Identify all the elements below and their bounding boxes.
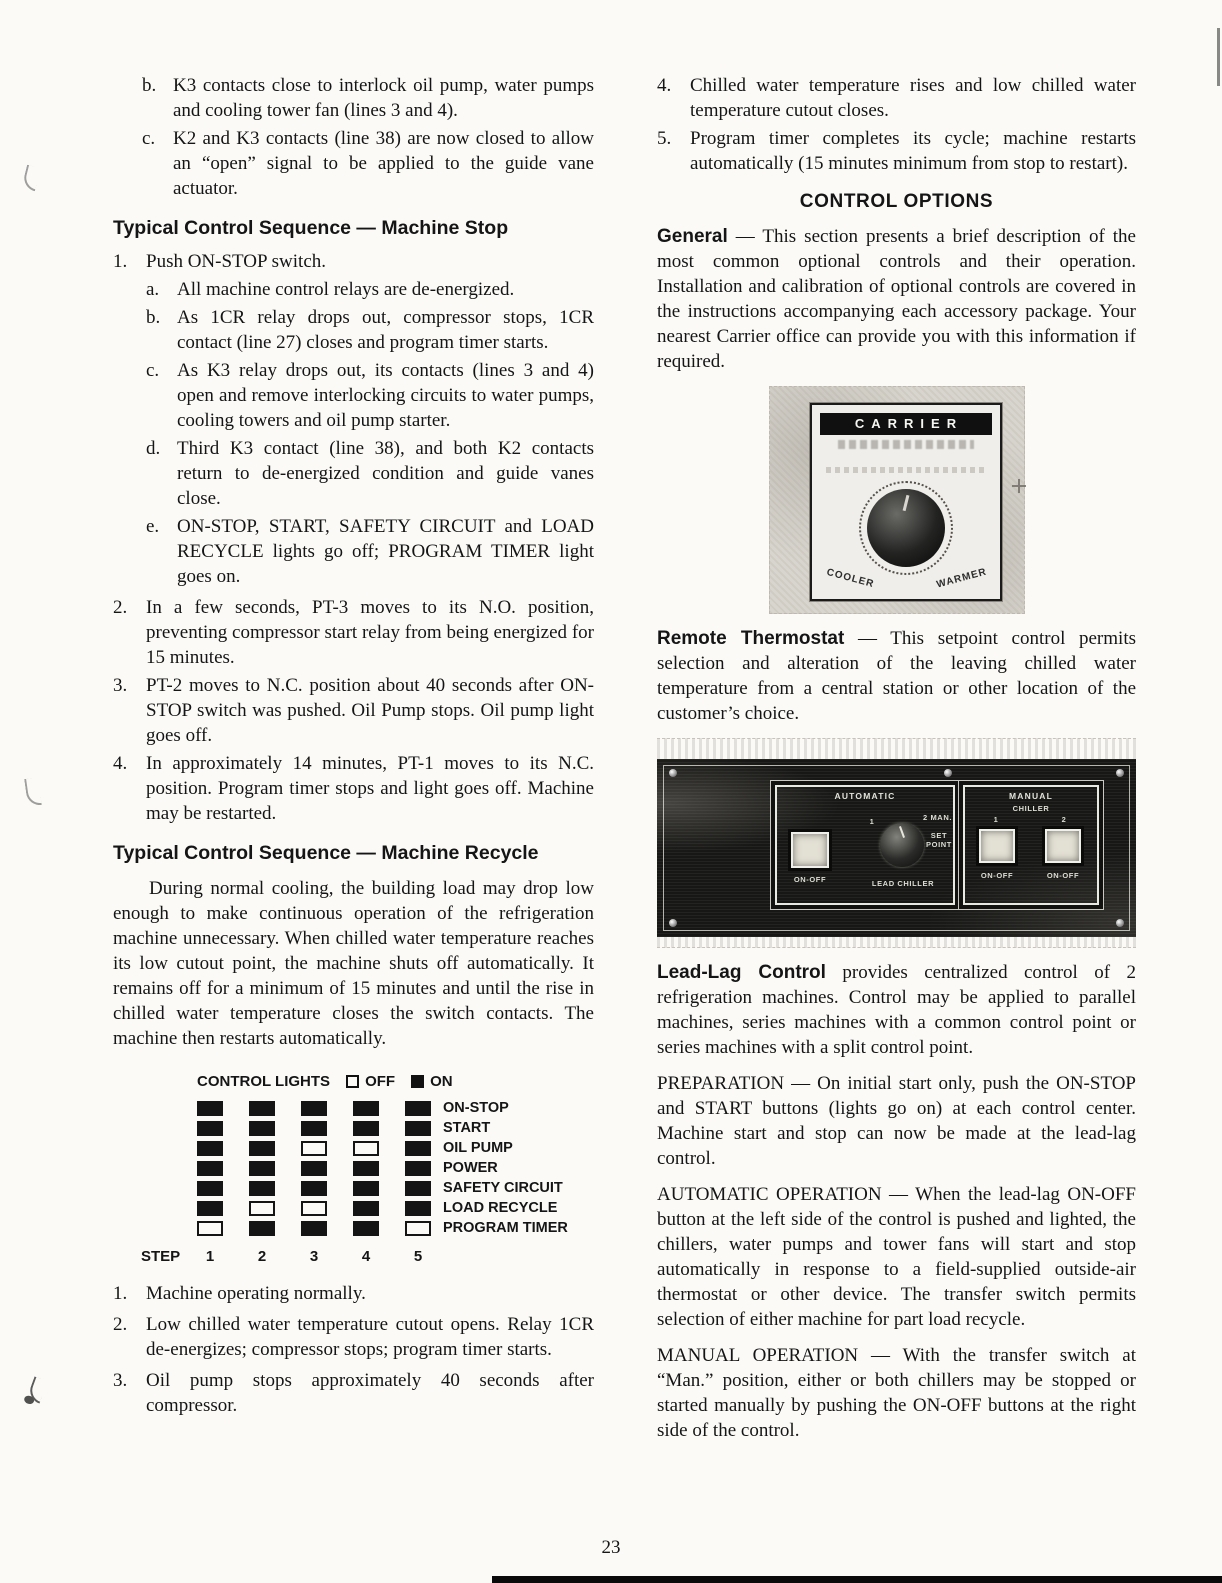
chiller-label: CHILLER — [1012, 804, 1050, 813]
list-item — [142, 73, 594, 123]
light-on-cell — [249, 1141, 275, 1156]
crosshair-mark — [1012, 479, 1026, 493]
light-off-cell — [353, 1141, 379, 1156]
scan-edge-artifact — [1217, 28, 1220, 86]
automatic-section — [775, 785, 955, 905]
machine-stop-list — [113, 249, 594, 826]
list-item — [657, 73, 1136, 123]
photo-background — [769, 386, 1025, 614]
light-on-cell — [301, 1101, 327, 1116]
list-item — [113, 673, 594, 748]
carrier-logo: CARRIER — [820, 413, 992, 435]
off-square-icon — [346, 1075, 359, 1088]
set-point-label — [923, 831, 955, 849]
light-on-cell — [249, 1121, 275, 1136]
item-label: e. — [146, 516, 160, 537]
paragraph-manual-operation: MANUAL OPERATION — With the transfer switch at “Man.” position, either or both chillers may be stopped or started manually by pushing the ON-OFF buttons at the right side of the control. — [657, 1345, 1136, 1441]
lead-lag-on-off-light — [791, 832, 829, 868]
light-on-cell — [353, 1221, 379, 1236]
list-item — [113, 1368, 594, 1418]
legend-off-label: OFF — [365, 1073, 396, 1090]
light-row-label: ON-STOP — [443, 1100, 509, 1116]
intro-list — [142, 73, 594, 201]
item-text: ON-STOP, START, SAFETY CIRCUIT and LOAD RECYCLE lights go off; PROGRAM TIMER light goes on. — [177, 516, 594, 587]
blurred-text-line — [838, 440, 974, 449]
warmer-label: WARMER — [935, 566, 989, 591]
light-on-cell — [197, 1181, 223, 1196]
list-item — [113, 1312, 594, 1362]
right-column — [657, 70, 1136, 1454]
item-text: K2 and K3 contacts (line 38) are now closed to allow an “open” signal to be applied to the guide vane actuator. — [173, 128, 594, 199]
section-heading-control-options: CONTROL OPTIONS — [799, 191, 994, 212]
item-label: 5. — [657, 128, 672, 149]
screw-icon — [1116, 919, 1124, 927]
light-on-cell — [197, 1121, 223, 1136]
list-item — [657, 126, 1136, 176]
step-number: 5 — [413, 1248, 423, 1265]
item-label: 1. — [113, 1283, 128, 1304]
scan-edge-artifact — [492, 1576, 1222, 1583]
screw-icon — [669, 919, 677, 927]
paragraph-lead: Lead-Lag Control — [657, 962, 826, 983]
paragraph-text: — This setpoint control permits selection and alteration of the leaving chilled water temperature from a central station or other location of the customer’s choice. — [657, 628, 1136, 724]
light-on-cell — [405, 1201, 431, 1216]
item-label: d. — [146, 438, 161, 459]
item-label: 2. — [113, 1314, 128, 1335]
lead-chiller-label: LEAD CHILLER — [871, 879, 935, 888]
step-number: 3 — [309, 1248, 319, 1265]
item-label: 2. — [113, 597, 128, 618]
on-off-label: ON-OFF — [980, 871, 1014, 880]
automatic-label: AUTOMATIC — [834, 791, 896, 801]
item-body — [146, 249, 594, 592]
light-row-label: LOAD RECYCLE — [443, 1200, 558, 1216]
scan-artifact-mark — [21, 165, 40, 192]
item-label: 3. — [113, 675, 128, 696]
step-number: 4 — [361, 1248, 371, 1265]
item-text: All machine control relays are de-energized. — [177, 279, 515, 300]
control-lights-body — [141, 1098, 594, 1238]
light-row-label: PROGRAM TIMER — [443, 1220, 568, 1236]
list-item — [113, 249, 594, 592]
legend-on-label: ON — [430, 1073, 453, 1090]
control-lights-title: CONTROL LIGHTS — [197, 1073, 331, 1090]
list-item — [142, 126, 594, 201]
item-text: PT-2 moves to N.C. position about 40 seconds after ON-STOP switch was pushed. Oil Pump stops. Oil pump light goes off. — [146, 675, 594, 746]
paragraph-text: — This section presents a brief description of the most common optional controls and their operation. Installation and calibration of optional controls are covered in the instructions accompanying each accessory package. Your nearest Carrier office can provide you with this information if required. — [657, 226, 1136, 372]
set-label: SET — [930, 831, 948, 840]
light-on-cell — [405, 1181, 431, 1196]
thermostat-panel — [810, 403, 1002, 601]
legend-on — [411, 1073, 453, 1090]
scan-artifact-mark — [26, 1376, 47, 1403]
step-label: STEP — [141, 1248, 181, 1265]
thermostat-dial-knob — [867, 489, 945, 567]
blurred-text-line — [826, 467, 986, 473]
chiller-1-on-off-light — [979, 829, 1015, 863]
paragraph-lead-lag — [657, 960, 1136, 1060]
item-text: Low chilled water temperature cutout opens. Relay 1CR de-energizes; compressor stops; program timer starts. — [146, 1314, 594, 1360]
paragraph-machine-recycle: During normal cooling, the building load may drop low enough to make continuous operation of the refrigeration machine unnecessary. When chilled water temperature reaches its low cutout point, the machine shuts off automatically. It remains off for a minimum of 15 minutes and until the rise in chilled water temperature closes the switch contacts. The machine then restarts automatically. — [113, 878, 594, 1049]
list-item — [113, 1281, 594, 1306]
lights-column — [353, 1098, 379, 1238]
control-lights-grid — [197, 1098, 431, 1238]
paragraph-lead: Remote Thermostat — [657, 628, 845, 649]
figure-lead-lag-control — [657, 738, 1136, 948]
recycle-steps-list — [113, 1281, 594, 1418]
on-square-icon — [411, 1075, 424, 1088]
item-text: Chilled water temperature rises and low chilled water temperature cutout closes. — [690, 75, 1136, 121]
paragraph-automatic-operation: AUTOMATIC OPERATION — When the lead-lag ON-OFF button at the left side of the control is pushed and lighted, the chillers, water pumps and tower fans will start and stop automatically in response to a field-supplied outside-air thermostat or other device. The transfer switch permits selection of either machine for part load recycle. — [657, 1184, 1136, 1330]
light-on-cell — [353, 1121, 379, 1136]
control-lights-footer — [141, 1248, 594, 1265]
light-on-cell — [197, 1141, 223, 1156]
list-item — [113, 751, 594, 826]
cooler-label: COOLER — [824, 566, 875, 591]
control-lights-labels — [443, 1098, 568, 1238]
item-text: As K3 relay drops out, its contacts (lines 3 and 4) open and remove interlocking circuits to water pumps, cooling towers and oil pump starter. — [177, 360, 594, 431]
item-label: b. — [146, 307, 161, 328]
light-row-label: SAFETY CIRCUIT — [443, 1180, 563, 1196]
light-off-cell — [301, 1141, 327, 1156]
light-on-cell — [353, 1201, 379, 1216]
lead-lag-panel — [657, 759, 1136, 937]
page-number: 23 — [601, 1537, 621, 1558]
item-label: 3. — [113, 1370, 128, 1391]
lights-column — [405, 1098, 431, 1238]
light-off-cell — [197, 1221, 223, 1236]
item-text: Third K3 contact (line 38), and both K2 contacts return to de-energized condition and guide vanes close. — [177, 438, 594, 509]
machine-stop-sublist — [146, 277, 594, 589]
paragraph-remote-thermostat — [657, 626, 1136, 726]
paragraph-preparation: PREPARATION — On initial start only, push the ON-STOP and START buttons (lights go on) at each control center. Machine start and stop can now be made at the lead-lag control. — [657, 1073, 1136, 1169]
item-label: c. — [146, 360, 160, 381]
chiller-2-label: 2 — [1061, 815, 1067, 824]
selector-position-2-man: 2 MAN. — [923, 813, 953, 822]
list-item — [113, 595, 594, 670]
step-number: 2 — [257, 1248, 267, 1265]
item-text: Push ON-STOP switch. — [146, 251, 326, 272]
item-label: 1. — [113, 251, 128, 272]
continued-list — [657, 73, 1136, 176]
item-label: b. — [142, 75, 157, 96]
item-label: 4. — [113, 753, 128, 774]
legend-off — [346, 1073, 395, 1090]
control-lights-diagram — [141, 1073, 594, 1265]
item-text: K3 contacts close to interlock oil pump, water pumps and cooling tower fan (lines 3 and 4). — [173, 75, 594, 121]
light-on-cell — [353, 1161, 379, 1176]
screw-icon — [669, 769, 677, 777]
light-on-cell — [301, 1121, 327, 1136]
step-numbers — [197, 1248, 431, 1265]
lights-column — [249, 1098, 275, 1238]
point-label: POINT — [926, 840, 952, 849]
light-on-cell — [405, 1141, 431, 1156]
section-heading-machine-recycle: Typical Control Sequence — Machine Recycle — [113, 842, 539, 864]
light-on-cell — [405, 1121, 431, 1136]
light-on-cell — [249, 1221, 275, 1236]
light-on-cell — [249, 1181, 275, 1196]
control-lights-header — [197, 1073, 594, 1090]
item-text: In a few seconds, PT-3 moves to its N.O. position, preventing compressor start relay from being energized for 15 minutes. — [146, 597, 594, 668]
screw-icon — [1116, 769, 1124, 777]
item-text: Program timer completes its cycle; machine restarts automatically (15 minutes minimum from stop to restart). — [690, 128, 1136, 174]
light-on-cell — [249, 1161, 275, 1176]
item-label: a. — [146, 279, 160, 300]
light-on-cell — [353, 1181, 379, 1196]
list-item — [146, 436, 594, 511]
light-on-cell — [301, 1161, 327, 1176]
light-on-cell — [197, 1101, 223, 1116]
light-row-label: POWER — [443, 1160, 498, 1176]
section-heading-machine-stop: Typical Control Sequence — Machine Stop — [113, 217, 509, 239]
light-on-cell — [301, 1221, 327, 1236]
item-label: 4. — [657, 75, 672, 96]
list-item — [146, 305, 594, 355]
list-item — [146, 358, 594, 433]
step-number: 1 — [205, 1248, 215, 1265]
chiller-1-label: 1 — [993, 815, 999, 824]
transfer-switch-knob — [880, 823, 924, 867]
manual-section — [963, 785, 1099, 905]
light-off-cell — [249, 1201, 275, 1216]
figure-remote-thermostat — [769, 386, 1025, 614]
lights-column — [197, 1098, 223, 1238]
light-on-cell — [249, 1101, 275, 1116]
item-label: c. — [142, 128, 156, 149]
item-text: As 1CR relay drops out, compressor stops, 1CR contact (line 27) closes and program timer starts. — [177, 307, 594, 353]
light-off-cell — [301, 1201, 327, 1216]
on-off-label: ON-OFF — [1046, 871, 1080, 880]
light-on-cell — [197, 1201, 223, 1216]
scan-artifact-mark — [24, 777, 42, 807]
item-text: In approximately 14 minutes, PT-1 moves to its N.C. position. Program timer stops and light goes off. Machine may be restarted. — [146, 753, 594, 824]
light-on-cell — [197, 1161, 223, 1176]
light-on-cell — [301, 1181, 327, 1196]
chiller-2-on-off-light — [1045, 829, 1081, 863]
light-on-cell — [405, 1161, 431, 1176]
paragraph-lead: General — [657, 226, 728, 247]
item-text: Machine operating normally. — [146, 1283, 366, 1304]
on-off-label: ON-OFF — [793, 875, 827, 884]
light-on-cell — [405, 1101, 431, 1116]
light-off-cell — [405, 1221, 431, 1236]
lights-column — [301, 1098, 327, 1238]
list-item — [146, 277, 594, 302]
item-text: Oil pump stops approximately 40 seconds after compressor. — [146, 1370, 594, 1416]
light-row-label: OIL PUMP — [443, 1140, 513, 1156]
light-row-label: START — [443, 1120, 491, 1136]
light-on-cell — [353, 1101, 379, 1116]
paragraph-general — [657, 224, 1136, 374]
left-column — [113, 70, 594, 1424]
manual-label: MANUAL — [1008, 791, 1054, 801]
selector-position-1: 1 — [869, 817, 875, 826]
list-item — [146, 514, 594, 589]
paragraph-text: provides centralized control of 2 refrigeration machines. Control may be applied to parallel machines, series machines with a common control point or series machines with a split control point. — [657, 962, 1136, 1058]
